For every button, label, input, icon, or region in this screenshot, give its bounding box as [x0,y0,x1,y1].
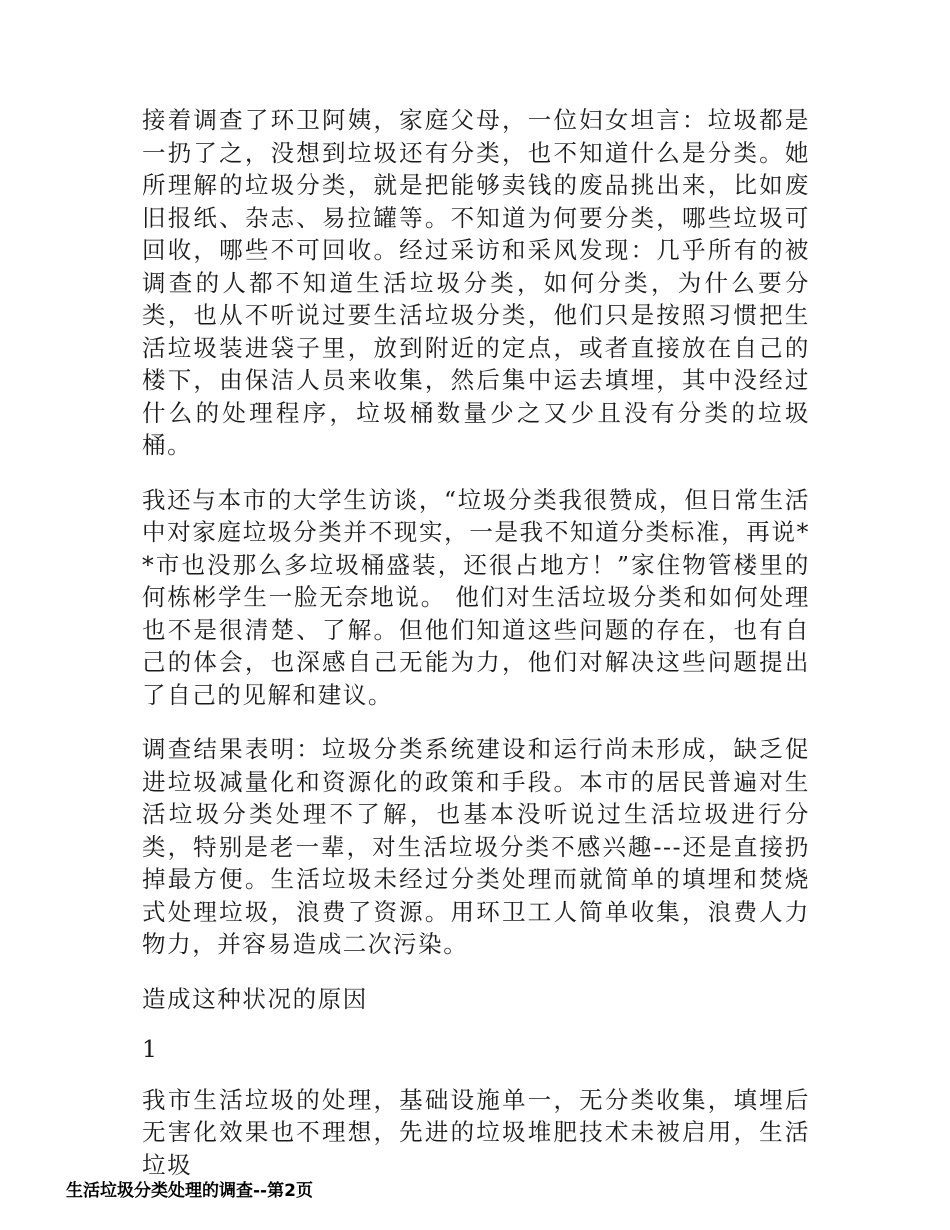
paragraph-student-interview: 我还与本市的大学生访谈，“垃圾分类我很赞成，但日常生活中对家庭垃圾分类并不现实，一是我不知道分类标准，再说**市也没那么多垃圾桶盛装，还很占地方！”家住物管楼里的何栋彬学生一脸无奈地说。 他们对生活垃圾分类和如何处理也不是很清楚、了解。但他们知道这些问题的存在，也有自己的体会，也深感自己无能为力，他们对解决这些问题提出了自己的见解和建议。 [142,485,810,709]
list-number: 1 [142,1035,159,1063]
document-body [142,104,810,1203]
page-footer: 生活垃圾分类处理的调查--第2页 [66,1181,313,1201]
paragraph-infrastructure: 我市生活垃圾的处理，基础设施单一，无分类收集，填埋后无害化效果也不理想，先进的垃圾堆肥技术未被启用，生活垃圾 [142,1085,810,1179]
section-heading-causes: 造成这种状况的原因 [142,984,368,1013]
paragraph-survey-sanitation: 接着调查了环卫阿姨，家庭父母，一位妇女坦言：垃圾都是一扔了之，没想到垃圾还有分类，也不知道什么是分类。她所理解的垃圾分类，就是把能够卖钱的废品挑出来，比如废旧报纸、杂志、易拉罐等。不知道为何要分类，哪些垃圾可回收，哪些不可回收。经过采访和采风发现：几乎所有的被调查的人都不知道生活垃圾分类，如何分类，为什么要分类，也从不听说过要生活垃圾分类，他们只是按照习惯把生活垃圾装进袋子里，放到附近的定点，或者直接放在自己的楼下，由保洁人员来收集，然后集中运去填埋，其中没经过什么的处理程序，垃圾桶数量少之又少且没有分类的垃圾桶。 [142,106,810,459]
paragraph-survey-results: 调查结果表明：垃圾分类系统建设和运行尚未形成，缺乏促进垃圾减量化和资源化的政策和手段。本市的居民普遍对生活垃圾分类处理不了解，也基本没听说过生活垃圾进行分类，特别是老一辈，对生活垃圾分类不感兴趣---还是直接扔掉最方便。生活垃圾未经过分类处理而就简单的填埋和焚烧式处理垃圾，浪费了资源。用环卫工人简单收集，浪费人力物力，并容易造成二次污染。 [142,735,810,958]
